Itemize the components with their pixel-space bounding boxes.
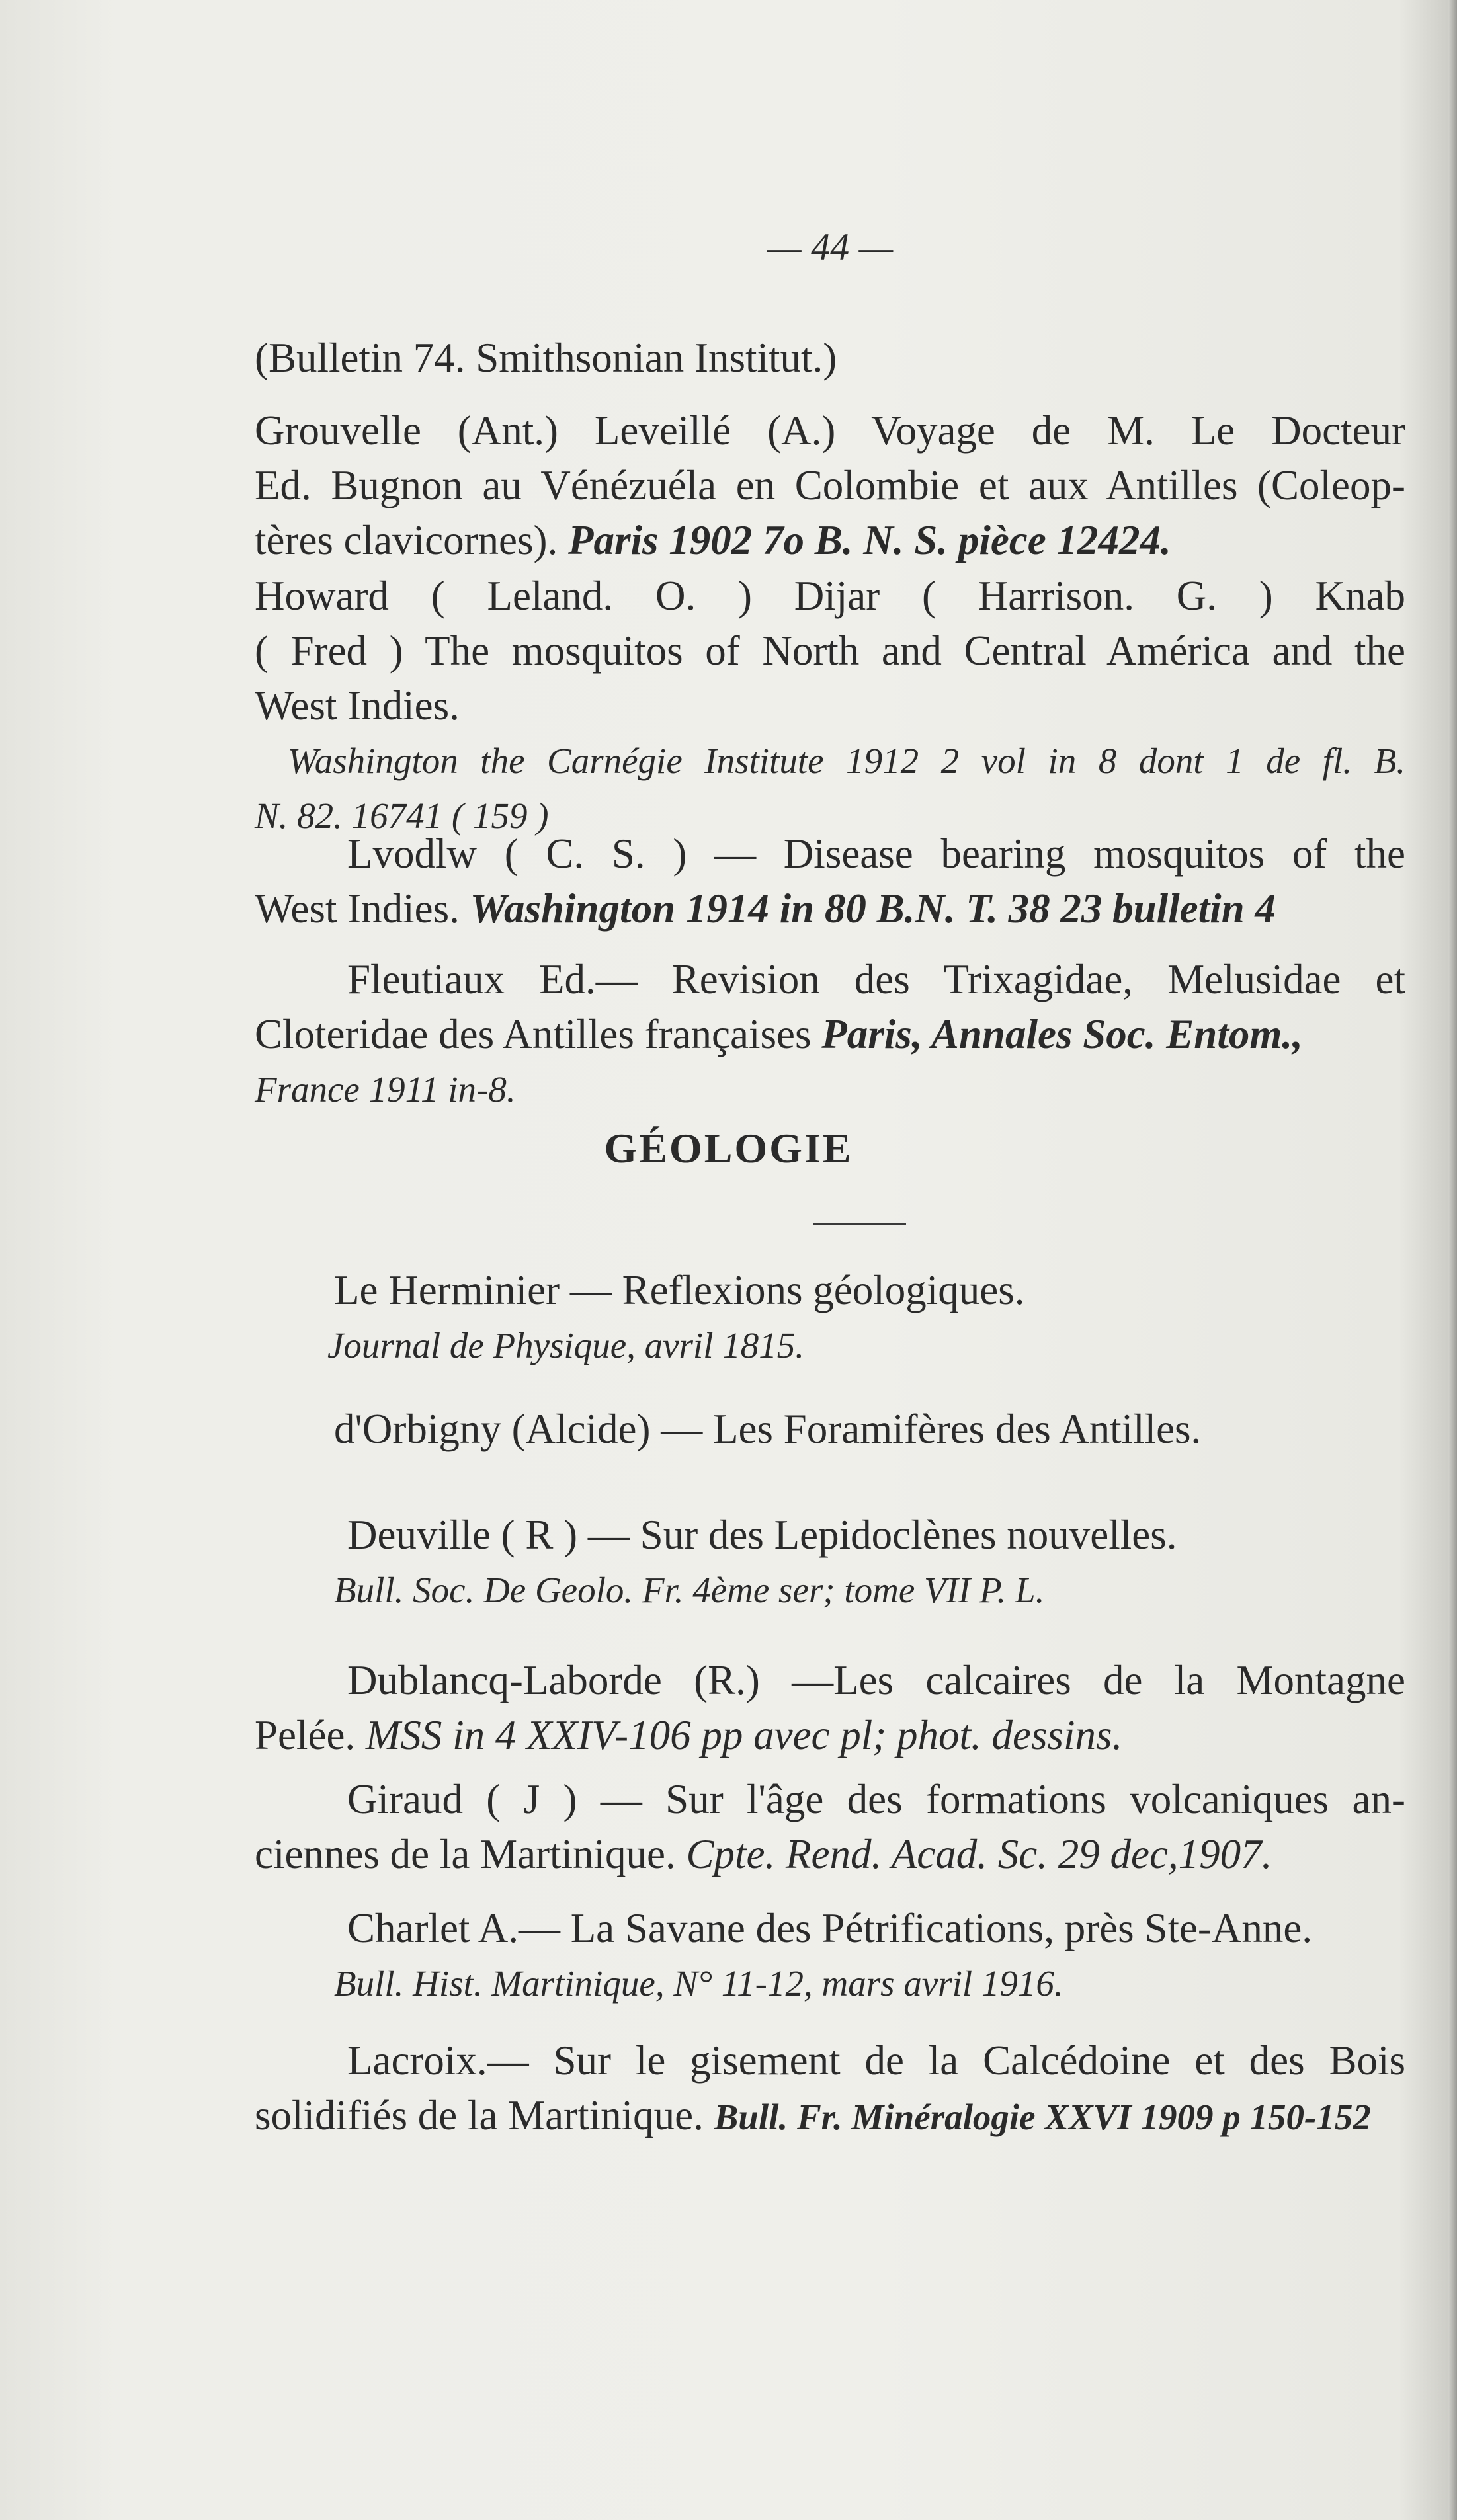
charlet-line1: Charlet A.— La Savane des Pétrifications, près Ste-Anne.	[347, 1905, 1313, 1951]
bulletin-text: (Bulletin 74. Smithsonian Institut.)	[255, 335, 837, 381]
dublancq-ref: MSS in 4 XXIV-106 pp avec pl; phot. dessins.	[365, 1712, 1123, 1758]
howard-line2: ( Fred ) The mosquitos of North and Central América and the	[255, 628, 1405, 674]
grouvelle-line3: tères clavicornes).	[255, 517, 558, 563]
entry-lacroix	[255, 2033, 1405, 2144]
le-herminier-line2: Journal de Physique, avril 1815.	[327, 1325, 804, 1365]
grouvelle-line2: Ed. Bugnon au Vénézuéla en Colombie et aux Antilles (Coleop-	[255, 462, 1405, 508]
dublancq-line1: Dublancq-Laborde (R.) —Les calcaires de la Montagne	[347, 1657, 1405, 1703]
entry-howard	[255, 569, 1405, 843]
fleutiaux-ref: Paris, Annales Soc. Entom.,	[821, 1011, 1303, 1057]
giraud-line2: ciennes de la Martinique.	[255, 1831, 676, 1877]
entry-dublancq	[255, 1653, 1405, 1763]
deuville-line2: Bull. Soc. De Geolo. Fr. 4ème ser; tome VII P. L.	[334, 1570, 1045, 1610]
dublancq-line2: Pelée.	[255, 1712, 356, 1758]
charlet-line2: Bull. Hist. Martinique, N° 11-12, mars avril 1916.	[334, 1963, 1063, 2004]
le-herminier-line1: Le Herminier — Reflexions géologiques.	[334, 1267, 1025, 1313]
fleutiaux-line1: Fleutiaux Ed.— Revision des Trixagidae, Melusidae et	[347, 956, 1405, 1002]
page-edge	[1448, 0, 1457, 2520]
lvodlw-line1: Lvodlw ( C. S. ) — Disease bearing mosquitos of the	[347, 831, 1405, 877]
lvodlw-line2: West Indies.	[255, 885, 460, 932]
entry-charlet	[255, 1901, 1405, 2011]
lacroix-ref: Bull. Fr. Minéralogie XXVI 1909 p 150-152	[714, 2097, 1371, 2137]
lvodlw-ref: Washington 1914 in 80 B.N. T. 38 23 bulletin 4	[470, 885, 1276, 932]
lacroix-line2: solidifiés de la Martinique.	[255, 2092, 704, 2138]
dorbigny-line1: d'Orbigny (Alcide) — Les Foramifères des Antilles.	[334, 1406, 1202, 1452]
howard-ref1: Washington the Carnégie Institute 1912 2 vol in 8 dont 1 de fl. B.	[288, 741, 1405, 781]
bulletin-entry	[255, 331, 1405, 386]
fleutiaux-line3: France 1911 in-8.	[255, 1069, 516, 1110]
entry-deuville	[255, 1508, 1405, 1617]
giraud-line1: Giraud ( J ) — Sur l'âge des formations volcaniques an-	[347, 1776, 1405, 1822]
entry-grouvelle	[255, 403, 1405, 568]
heading-rule	[813, 1223, 906, 1225]
fleutiaux-line2: Cloteridae des Antilles françaises	[255, 1011, 812, 1057]
grouvelle-line1: Grouvelle (Ant.) Leveillé (A.) Voyage de M. Le Docteur	[255, 407, 1405, 454]
entry-le-herminier	[255, 1263, 1405, 1373]
entry-fleutiaux	[255, 952, 1405, 1117]
entry-lvodlw	[255, 827, 1405, 936]
entry-dorbigny	[255, 1402, 1405, 1457]
deuville-line1: Deuville ( R ) — Sur des Lepidoclènes nouvelles.	[347, 1512, 1177, 1558]
page-number: — 44 —	[767, 225, 894, 268]
howard-line1: Howard ( Leland. O. ) Dijar ( Harrison. G. ) Knab	[255, 573, 1405, 619]
giraud-ref: Cpte. Rend. Acad. Sc. 29 dec,1907.	[686, 1831, 1272, 1877]
howard-line3: West Indies.	[255, 682, 460, 729]
section-heading: GÉOLOGIE	[604, 1125, 853, 1172]
grouvelle-ref: Paris 1902 7o B. N. S. pièce 12424.	[568, 517, 1171, 563]
howard-ref2: N. 82. 16741 ( 159 )	[255, 795, 549, 836]
entry-giraud	[255, 1772, 1405, 1882]
lacroix-line1: Lacroix.— Sur le gisement de la Calcédoine et des Bois	[347, 2037, 1405, 2084]
